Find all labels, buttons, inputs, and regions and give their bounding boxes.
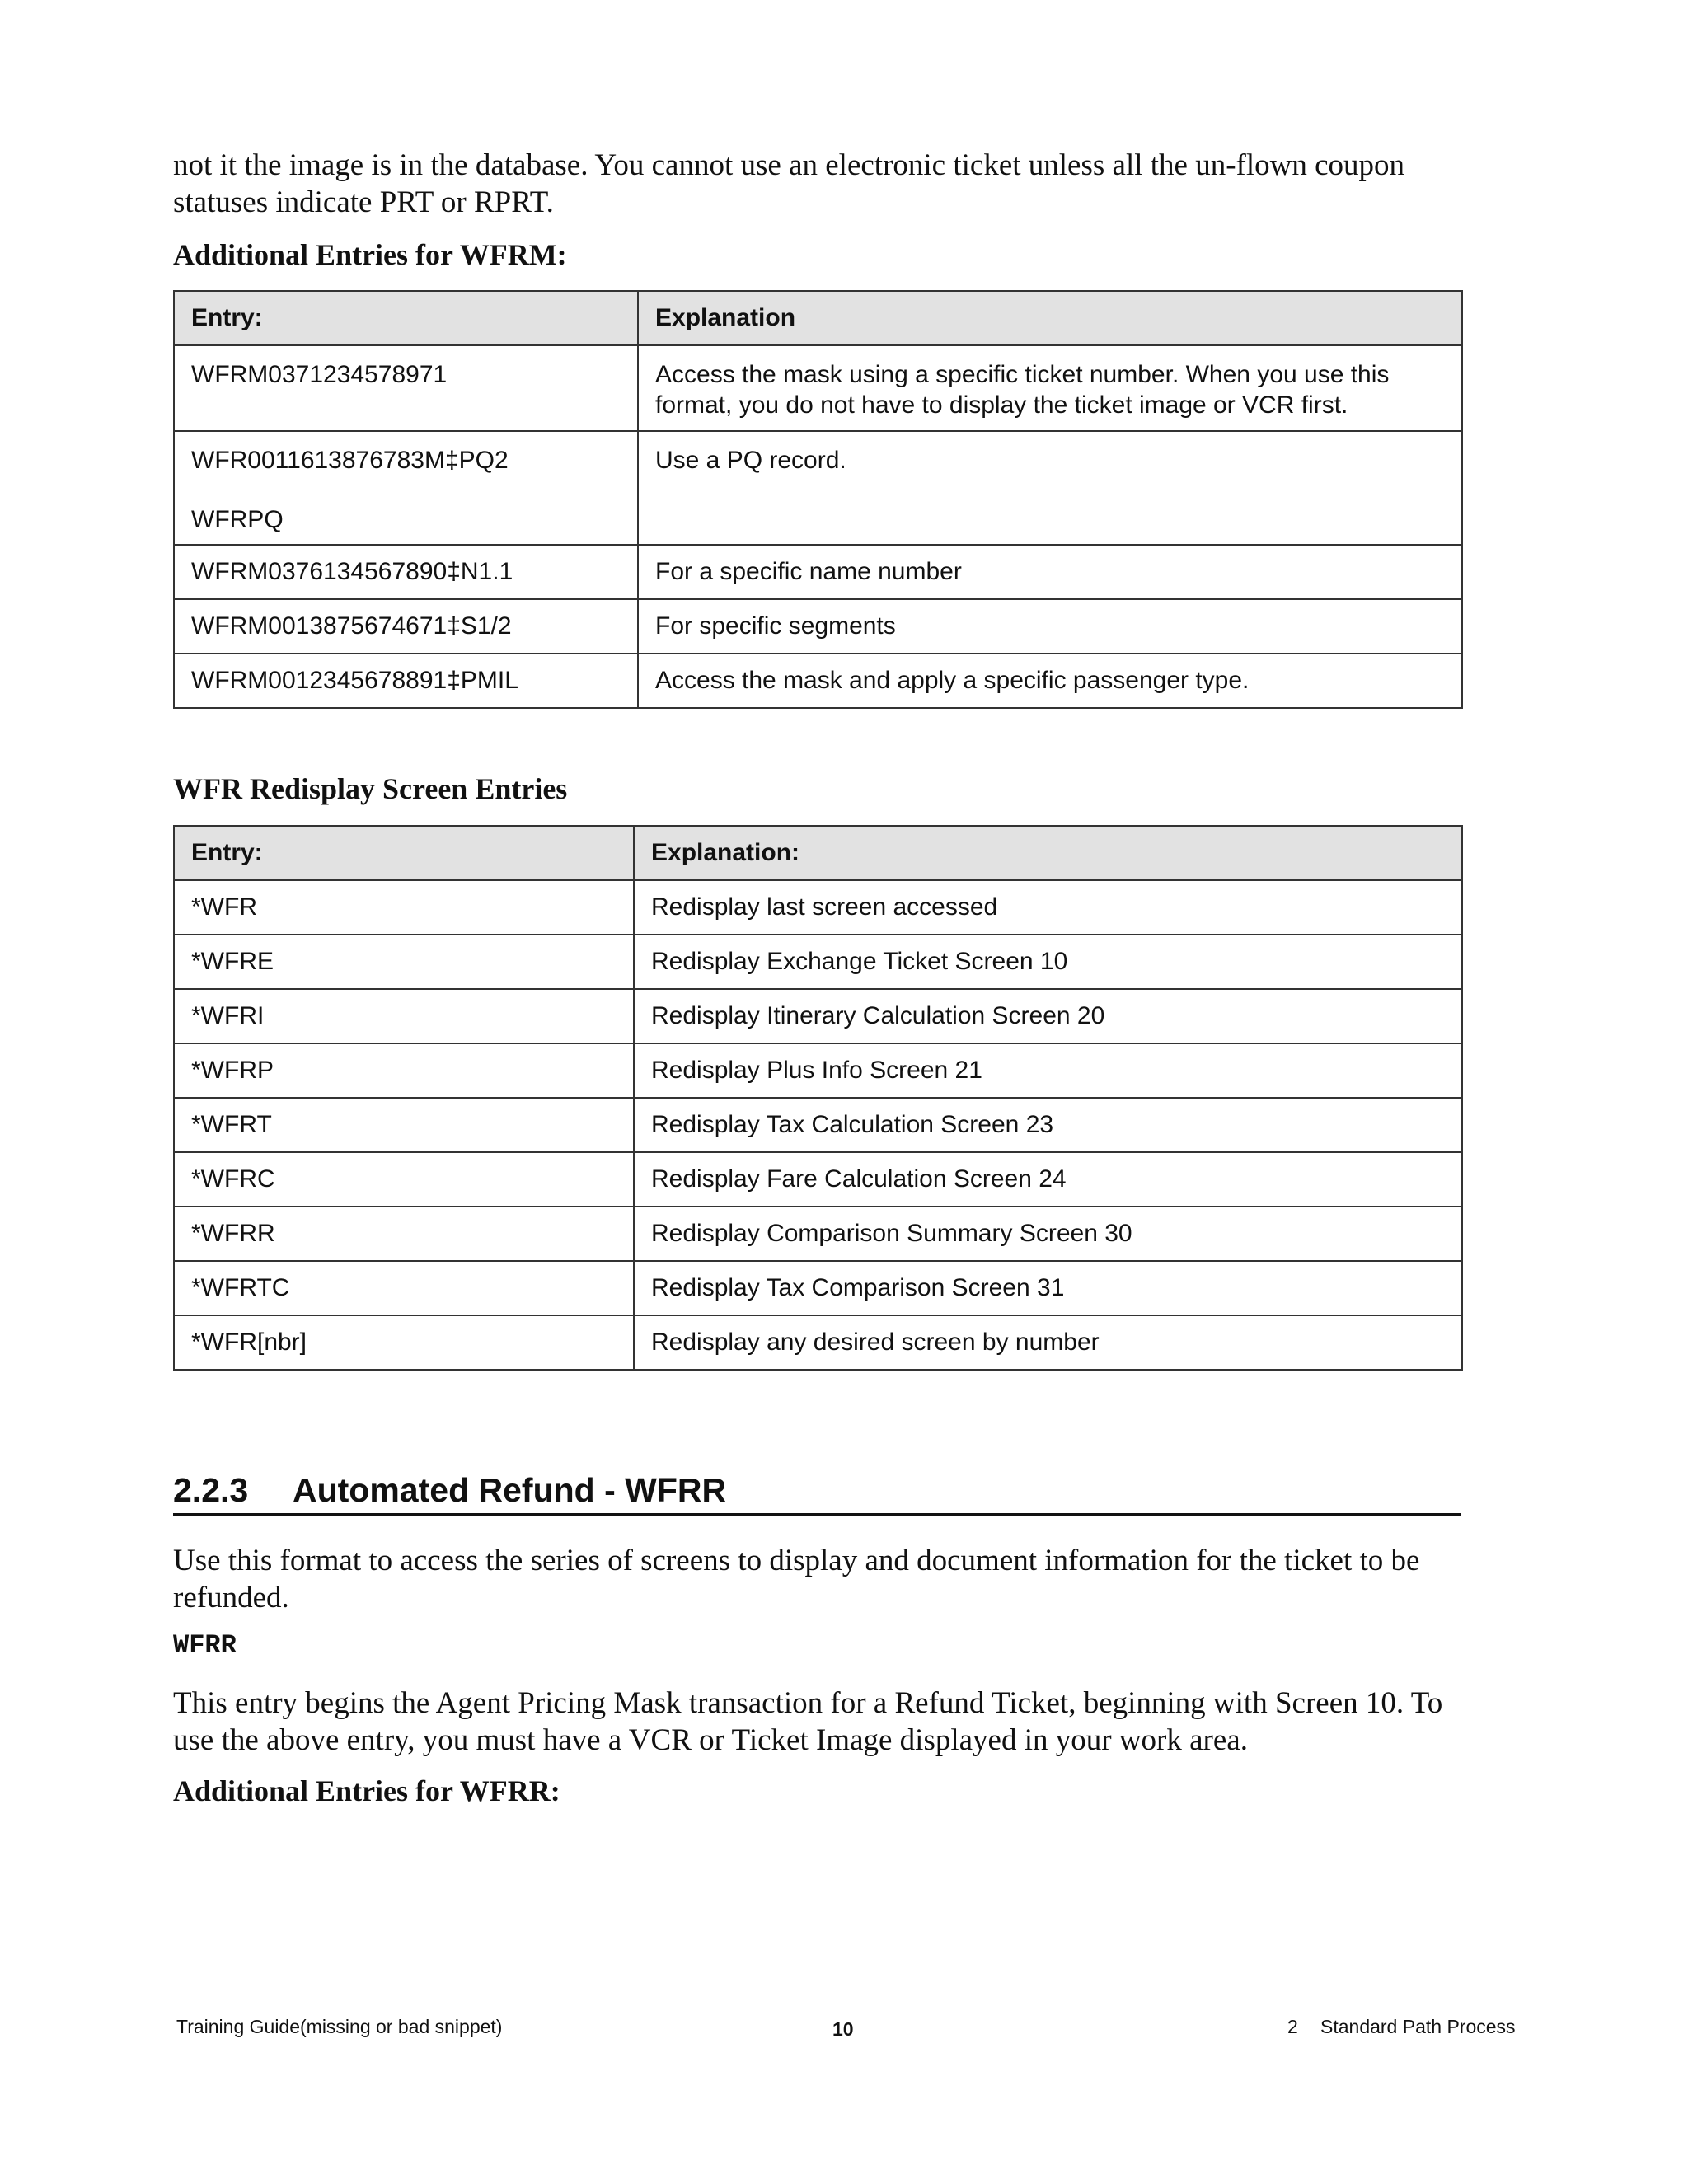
table-row bbox=[174, 1098, 1462, 1152]
entry-cell: *WFR bbox=[174, 880, 634, 935]
table-row bbox=[174, 989, 1462, 1043]
wfrm-entries-heading: Additional Entries for WFRM: bbox=[173, 238, 567, 271]
redisplay-table bbox=[173, 825, 1463, 1371]
explanation-cell: Access the mask and apply a specific passenger type. bbox=[638, 654, 1462, 708]
explanation-cell: Redisplay any desired screen by number bbox=[634, 1315, 1462, 1370]
table-row bbox=[174, 1152, 1462, 1207]
table-header-row bbox=[174, 291, 1462, 345]
table-row bbox=[174, 545, 1462, 599]
table-row bbox=[174, 1207, 1462, 1261]
explanation-cell: For specific segments bbox=[638, 599, 1462, 654]
explanation-cell: Use a PQ record. bbox=[638, 431, 1462, 545]
section-title: Automated Refund - WFRR bbox=[293, 1471, 727, 1509]
entry-cell: *WFRT bbox=[174, 1098, 634, 1152]
explanation-cell: Redisplay last screen accessed bbox=[634, 880, 1462, 935]
entry-cell bbox=[174, 431, 638, 545]
explanation-cell: Redisplay Comparison Summary Screen 30 bbox=[634, 1207, 1462, 1261]
entry-cell: WFRM0013875674671‡S1/2 bbox=[174, 599, 638, 654]
footer-page-number: 10 bbox=[832, 2018, 854, 2040]
column-header-explanation: Explanation bbox=[638, 291, 1462, 345]
intro-paragraph: not it the image is in the database. You cannot use an electronic ticket unless all the un-flown coupon statuses indicate PRT or RPRT. bbox=[173, 148, 1405, 219]
entry-cell: *WFRE bbox=[174, 935, 634, 989]
entry-cell: *WFRI bbox=[174, 989, 634, 1043]
wfrr-entries-heading: Additional Entries for WFRR: bbox=[173, 1774, 560, 1807]
entry-cell: WFRM0376134567890‡N1.1 bbox=[174, 545, 638, 599]
section-heading bbox=[173, 1471, 1461, 1516]
table-row bbox=[174, 1315, 1462, 1370]
section-number: 2.2.3 bbox=[173, 1471, 249, 1509]
column-header-explanation: Explanation: bbox=[634, 826, 1462, 880]
explanation-cell: Redisplay Plus Info Screen 21 bbox=[634, 1043, 1462, 1098]
entry-cell: *WFRC bbox=[174, 1152, 634, 1207]
table-row bbox=[174, 431, 1462, 545]
explanation-cell: Access the mask using a specific ticket number. When you use this format, you do not have to display the ticket image or VCR first. bbox=[638, 345, 1462, 431]
entry-cell: *WFRTC bbox=[174, 1261, 634, 1315]
table-row bbox=[174, 654, 1462, 708]
column-header-entry: Entry: bbox=[174, 826, 634, 880]
entry-cell: *WFRR bbox=[174, 1207, 634, 1261]
entry-cell: *WFRP bbox=[174, 1043, 634, 1098]
explanation-cell: Redisplay Tax Comparison Screen 31 bbox=[634, 1261, 1462, 1315]
wfrm-entries-table bbox=[173, 290, 1463, 709]
table-header-row bbox=[174, 826, 1462, 880]
table-row bbox=[174, 599, 1462, 654]
command-code: WFRR bbox=[173, 1630, 237, 1661]
entry-cell: WFRM0012345678891‡PMIL bbox=[174, 654, 638, 708]
table-row bbox=[174, 345, 1462, 431]
explanation-cell: Redisplay Itinerary Calculation Screen 20 bbox=[634, 989, 1462, 1043]
table-row bbox=[174, 880, 1462, 935]
explanation-cell: Redisplay Tax Calculation Screen 23 bbox=[634, 1098, 1462, 1152]
footer-doc-title: Training Guide(missing or bad snippet) bbox=[176, 2016, 503, 2037]
table-row bbox=[174, 1043, 1462, 1098]
table-row bbox=[174, 1261, 1462, 1315]
explanation-cell: For a specific name number bbox=[638, 545, 1462, 599]
redisplay-heading: WFR Redisplay Screen Entries bbox=[173, 772, 568, 805]
table-row bbox=[174, 935, 1462, 989]
explanation-cell: Redisplay Fare Calculation Screen 24 bbox=[634, 1152, 1462, 1207]
section-intro-paragraph: Use this format to access the series of screens to display and document information for the ticket to be refunded. bbox=[173, 1544, 1420, 1615]
entry-cell: *WFR[nbr] bbox=[174, 1315, 634, 1370]
footer-chapter-title: Standard Path Process bbox=[1320, 2016, 1516, 2037]
section-body-paragraph: This entry begins the Agent Pricing Mask transaction for a Refund Ticket, beginning with Screen 10. To use the above entry, you must have a VCR or Ticket Image displayed in your work area. bbox=[173, 1686, 1443, 1757]
entry-line: WFR0011613876783M‡PQ2 bbox=[191, 447, 509, 474]
explanation-cell: Redisplay Exchange Ticket Screen 10 bbox=[634, 935, 1462, 989]
footer-chapter-number: 2 bbox=[1287, 2016, 1298, 2037]
entry-line: WFRPQ bbox=[191, 506, 284, 533]
column-header-entry: Entry: bbox=[174, 291, 638, 345]
entry-cell: WFRM0371234578971 bbox=[174, 345, 638, 431]
